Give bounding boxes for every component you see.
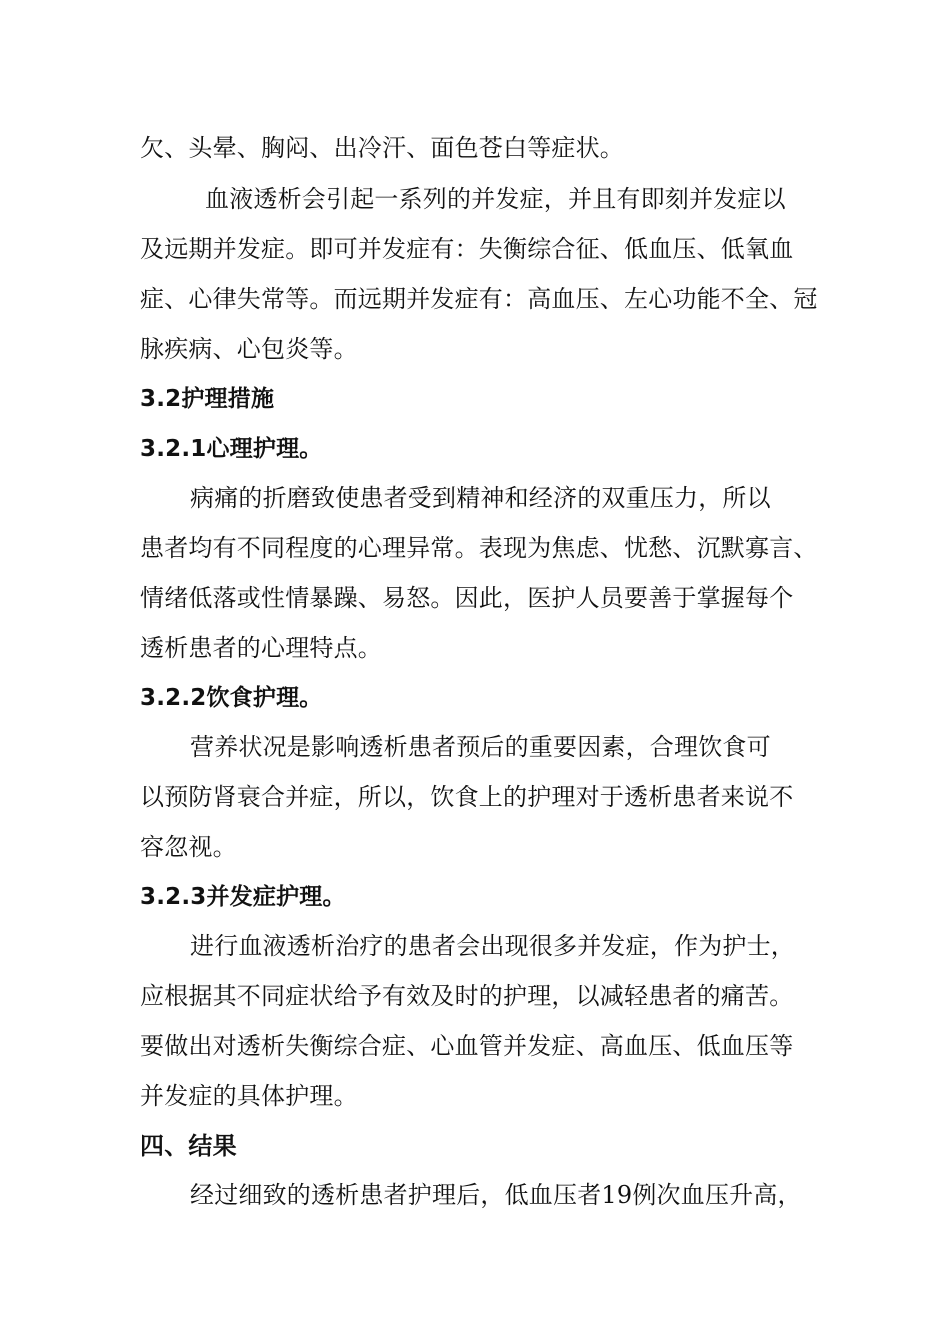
paragraph-line: 容忽视。 [140, 833, 237, 861]
paragraph-line: 应根据其不同症状给予有效及时的护理，以减轻患者的痛苦。 [140, 982, 794, 1010]
paragraph-line: 营养状况是影响透析患者预后的重要因素，合理饮食可 [190, 733, 771, 761]
paragraph-line: 患者均有不同程度的心理异常。表现为焦虑、忧愁、沉默寡言、 [140, 534, 818, 562]
subsection-heading: 3.2.2饮食护理。 [140, 685, 323, 711]
paragraph-line: 以预防肾衰合并症，所以，饮食上的护理对于透析患者来说不 [140, 783, 794, 811]
paragraph-line: 进行血液透析治疗的患者会出现很多并发症，作为护士， [190, 932, 795, 960]
subsection-heading: 3.2.1心理护理。 [140, 436, 323, 462]
section-heading: 四、结果 [140, 1132, 237, 1160]
paragraph-line: 并发症的具体护理。 [140, 1082, 358, 1110]
paragraph-line: 脉疾病、心包炎等。 [140, 335, 358, 363]
paragraph-line: 及远期并发症。即可并发症有：失衡综合征、低血压、低氧血 [140, 235, 794, 263]
paragraph-line: 症、心律失常等。而远期并发症有：高血压、左心功能不全、冠 [140, 285, 818, 313]
paragraph-line: 病痛的折磨致使患者受到精神和经济的双重压力，所以 [190, 484, 771, 512]
paragraph-line: 经过细致的透析患者护理后，低血压者19例次血压升高， [190, 1181, 802, 1209]
subsection-heading: 3.2.3并发症护理。 [140, 884, 346, 910]
section-heading: 3.2护理措施 [140, 386, 275, 412]
paragraph-line: 透析患者的心理特点。 [140, 634, 382, 662]
paragraph-line: 血液透析会引起一系列的并发症，并且有即刻并发症以 [205, 185, 786, 213]
paragraph-line: 情绪低落或性情暴躁、易怒。因此，医护人员要善于掌握每个 [140, 584, 794, 612]
paragraph-line: 要做出对透析失衡综合症、心血管并发症、高血压、低血压等 [140, 1032, 794, 1060]
paragraph-line: 欠、头晕、胸闷、出冷汗、面色苍白等症状。 [140, 134, 624, 162]
